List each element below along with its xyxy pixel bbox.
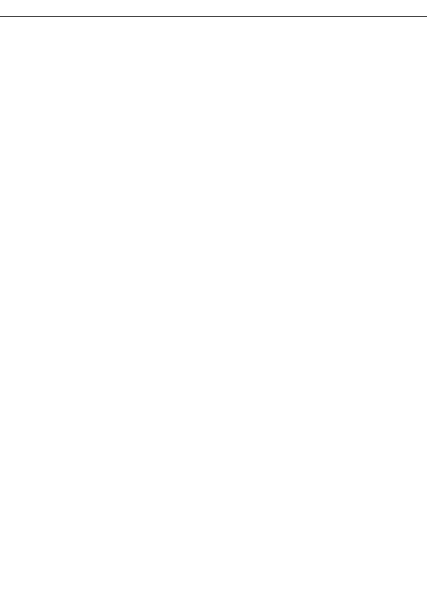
page-header — [0, 0, 427, 17]
